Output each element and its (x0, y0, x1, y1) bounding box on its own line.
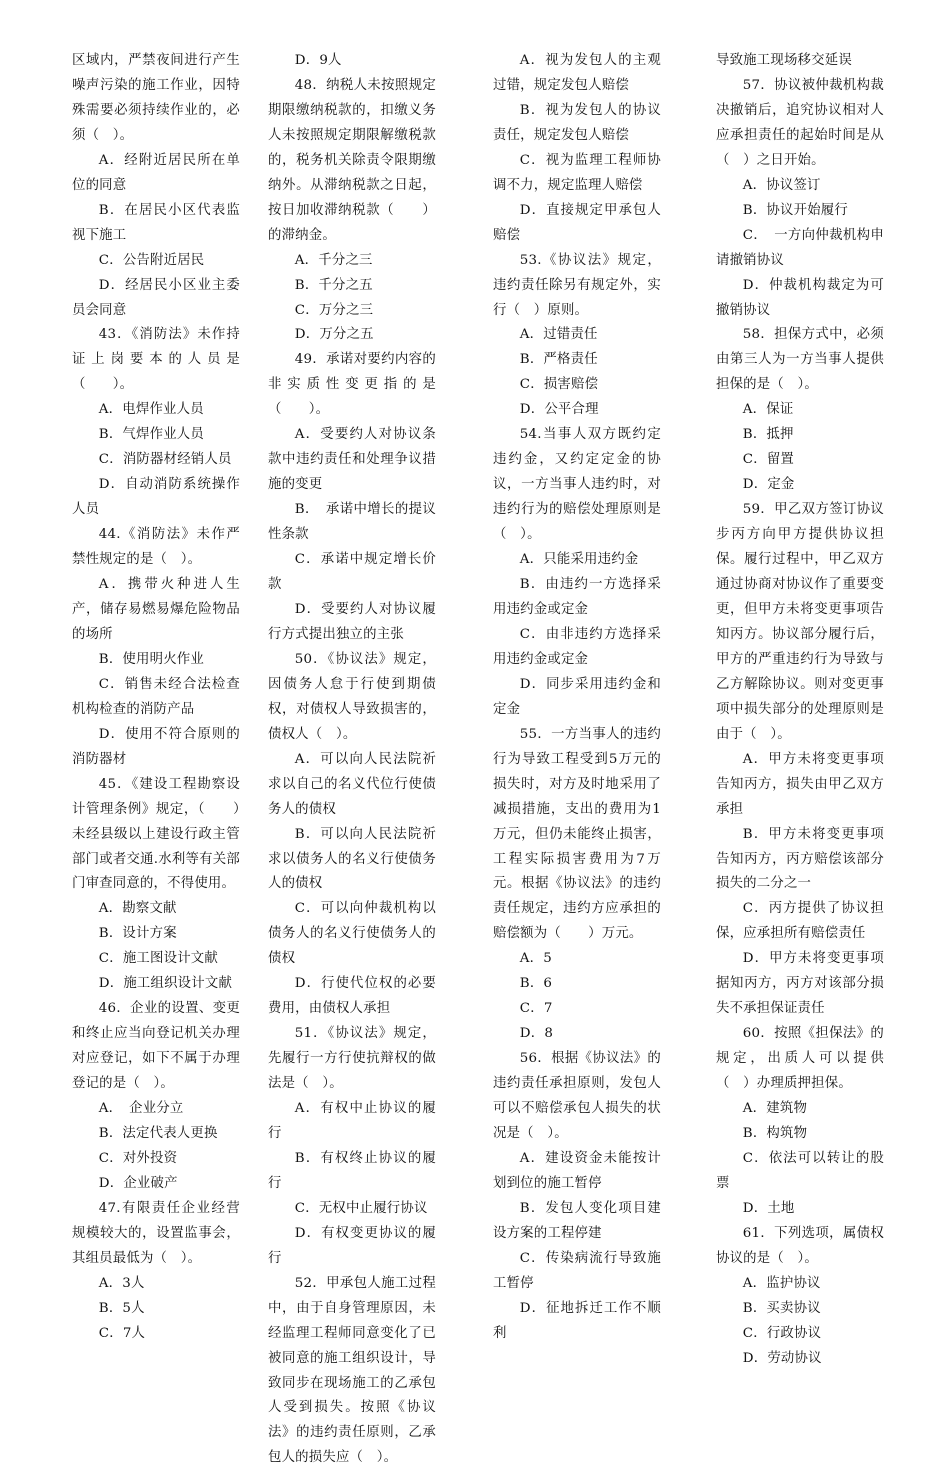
option-text: B．甲方未将变更事项告知丙方，丙方赔偿该部分损失的二分之一 (716, 826, 884, 892)
option-text: A．视为发包人的主观过错，规定发包人赔偿 (493, 53, 661, 93)
option-text: A．5 (519, 951, 552, 967)
option-text: A．保证 (742, 402, 794, 418)
option-text: D．土地 (742, 1200, 795, 1216)
option-text: D．自动消防系统操作人员 (72, 477, 240, 518)
option-text: A．受要约人对协议条款中违约责任和处理争议措施的变更 (268, 427, 436, 493)
option-text: B．法定代表人更换 (98, 1125, 218, 1141)
column-1 (72, 49, 240, 1347)
option-text: A．3人 (98, 1275, 145, 1291)
question-text: 51．《协议法》规定，先履行一方行使抗辩权的做法是（ ）。 (268, 1026, 436, 1092)
option-text: D．行使代位权的必要费用，由债权人承担 (268, 976, 436, 1017)
option-text: B．气焊作业人员 (98, 427, 204, 443)
option-text: B．在居民小区代表监视下施工 (72, 202, 240, 243)
question-text: 46．企业的设置、变更和终止应当向登记机关办理对应登记，如下不属于办理登记的是（ ）。 (72, 1001, 240, 1092)
option-text: A．经附近居民所在单位的同意 (72, 152, 240, 193)
question-text: 59．甲乙双方签订协议步丙方向甲方提供协议担保。履行过程中，甲乙双方通过协商对协议作了重要变更，但甲方未将变更事项告知丙方。协议部分履行后，甲方的严重违约行为导致与乙方解除协议。则对变更事项中损失部分的处理原则是由于（ ）。 (716, 502, 884, 742)
option-text: B．由违约一方选择采用违约金或定金 (493, 577, 661, 617)
option-text: A．携带火种进人生产，储存易燃易爆危险物品的场所 (72, 577, 240, 642)
option-text: B．可以向人民法院祈求以债务人的名义行使债务人的债权 (268, 826, 436, 892)
option-text: B．5人 (98, 1300, 145, 1316)
option-text: A．可以向人民法院祈求以自己的名义代位行使债务人的债权 (268, 751, 436, 817)
question-text: 43．《消防法》未作持证上岗要本的人员是（ ）。 (72, 327, 240, 393)
option-text: A．协议签订 (742, 177, 821, 193)
option-text: C．损害赔偿 (519, 377, 599, 393)
option-text: C．承诺中规定增长价款 (268, 552, 436, 593)
option-text: C．行政协议 (742, 1325, 822, 1341)
option-text: A．甲方未将变更事项告知丙方，损失由甲乙双方承担 (716, 751, 884, 817)
question-text: 55．一方当事人的违约行为导致工程受到5万元的损失时，对方及时地采用了减损措施，支出的费用为1万元，但仍未能终止损害，工程实际损害费用为7万元。根据《协议法》的违约责任规定，违约方应承担的赔偿额为（ ）万元。 (493, 726, 661, 942)
option-text: D．劳动协议 (742, 1350, 822, 1366)
option-text: D．同步采用违约金和定金 (493, 676, 661, 717)
option-text: A．电焊作业人员 (98, 402, 204, 418)
continued-text: 区域内，严禁夜间进行产生噪声污染的施工作业，因特殊需要必须持续作业的，必须（ ）。 (72, 53, 240, 143)
question-text: 54.当事人双方既约定违约金，又约定定金的协议，一方当事人违约时，对违约行为的赔偿处理原则是（ ）。 (493, 427, 661, 543)
column-4 (716, 49, 884, 1372)
option-text: C．传染病流行导致施工暂停 (493, 1250, 661, 1291)
option-text: D．直接规定甲承包人赔偿 (493, 202, 661, 243)
option-text: A．只能采用违约金 (519, 552, 639, 568)
option-text: B．严格责任 (519, 352, 598, 368)
option-text: A．勘察文献 (98, 901, 177, 917)
column-3 (493, 49, 661, 1347)
option-text: C．丙方提供了协议担保，应承担所有赔偿责任 (716, 901, 884, 942)
option-text: C．可以向仲裁机构以债务人的名义行使债务人的债权 (268, 901, 436, 967)
option-text: B． 承诺中增长的提议性条款 (268, 502, 436, 543)
option-text: D．施工组织设计文献 (98, 976, 233, 992)
option-text: B．抵押 (742, 427, 794, 443)
option-text: B．6 (519, 976, 553, 992)
column-2 (268, 49, 436, 1471)
question-text: 57．协议被仲裁机构裁决撤销后，追究协议相对人应承担责任的起始时间是从（ ）之日开始。 (716, 77, 884, 168)
option-text: C．无权中止履行协议 (294, 1200, 428, 1216)
option-text: D．公平合理 (519, 402, 599, 418)
option-text: D．定金 (742, 477, 795, 493)
option-text: D．受要约人对协议履行方式提出独立的主张 (268, 601, 436, 642)
option-text: A．千分之三 (294, 252, 373, 268)
option-text: C．销售未经合法检查机构检查的消防产品 (72, 676, 240, 717)
option-text: A． 企业分立 (98, 1101, 184, 1117)
option-text: C．万分之三 (294, 302, 374, 318)
option-text: C．依法可以转让的股票 (716, 1150, 884, 1191)
option-text: B．设计方案 (98, 926, 177, 942)
option-text: B．千分之五 (294, 277, 373, 293)
option-text: C．视为监理工程师协调不力，规定监理人赔偿 (493, 152, 661, 193)
option-text: A．建筑物 (742, 1101, 808, 1117)
option-text: D．8 (519, 1026, 554, 1042)
option-text: B．有权终止协议的履行 (268, 1150, 436, 1191)
option-text: D．9人 (294, 53, 342, 68)
option-text: C．7人 (98, 1325, 146, 1341)
question-text: 52．甲承包人施工过程中，由于自身管理原因，未经监理工程师同意变化了已被同意的施工组织设计，导致同步在现场施工的乙承包人受到损失。按照《协议法》的违约责任原则，乙承包人的损失应（ ）。 (268, 1275, 436, 1466)
question-text: 60．按照《担保法》的规定，出质人可以提供（ ）办理质押担保。 (716, 1026, 884, 1092)
option-text: D．有权变更协议的履行 (268, 1225, 436, 1266)
option-text: D．仲裁机构裁定为可撤销协议 (716, 277, 884, 318)
question-text: 47.有限责任企业经营规模较大的，设置监事会，其组员最低为（ ）。 (72, 1200, 240, 1266)
option-text: A．监护协议 (742, 1275, 821, 1291)
option-text: B．使用明火作业 (98, 651, 204, 667)
question-text: 48．纳税人未按照规定期限缴纳税款的，扣缴义务人未按照规定期限解缴税款的，税务机关除责令限期缴纳外。从滞纳税款之日起，按日加收滞纳税款（ ）的滞纳金。 (268, 77, 436, 243)
continued-text: 导致施工现场移交延误 (716, 53, 852, 68)
question-text: 44.《消防法》未作严禁性规定的是（ ）。 (72, 527, 240, 568)
option-text: C．留置 (742, 452, 795, 468)
option-text: D．企业破产 (98, 1175, 178, 1191)
option-text: B．发包人变化项目建设方案的工程停建 (493, 1200, 661, 1241)
question-text: 56．根据《协议法》的违约责任承担原则，发包人可以不赔偿承包人损失的状况是（ ）。 (493, 1051, 661, 1141)
question-text: 45．《建设工程勘察设计管理条例》规定，（ ）未经县级以上建设行政主管部门或者交通.水利等有关部门审查同意的，不得使用。 (72, 776, 240, 892)
option-text: B．构筑物 (742, 1125, 808, 1141)
option-text: C．施工图设计文献 (98, 951, 218, 967)
option-text: B．视为发包人的协议责任，规定发包人赔偿 (493, 102, 661, 143)
option-text: D．征地拆迁工作不顺利 (493, 1300, 661, 1341)
question-text: 53.《协议法》规定，违约责任除另有规定外，实行（ ）原则。 (493, 252, 661, 318)
option-text: B．买卖协议 (742, 1300, 821, 1316)
option-text: D．甲方未将变更事项据知丙方，丙方对该部分损失不承担保证责任 (716, 951, 884, 1017)
question-text: 50．《协议法》规定，因债务人怠于行使到期债权，对债权人导致损害的，债权人（ ）。 (268, 651, 436, 742)
option-text: C．对外投资 (98, 1150, 178, 1166)
option-text: B．协议开始履行 (742, 202, 848, 218)
option-text: C．7 (519, 1001, 553, 1017)
option-text: A．过错责任 (519, 327, 598, 343)
option-text: D．万分之五 (294, 327, 374, 343)
option-text: A．有权中止协议的履行 (268, 1101, 436, 1141)
option-text: D．经居民小区业主委员会同意 (72, 277, 240, 318)
question-text: 58．担保方式中，必须由第三人为一方当事人提供担保的是（ ）。 (716, 327, 884, 393)
option-text: C．公告附近居民 (98, 252, 205, 268)
option-text: C．由非违约方选择采用违约金或定金 (493, 626, 661, 667)
option-text: A．建设资金未能按计划到位的施工暂停 (493, 1150, 661, 1191)
question-text: 61．下列选项，属债权协议的是（ ）。 (716, 1225, 884, 1266)
option-text: C． 一方向仲裁机构申请撤销协议 (716, 227, 884, 268)
option-text: D．使用不符合原则的消防器材 (72, 726, 240, 767)
question-text: 49．承诺对要约内容的非实质性变更指的是（ ）。 (268, 352, 436, 418)
option-text: C．消防器材经销人员 (98, 452, 232, 468)
